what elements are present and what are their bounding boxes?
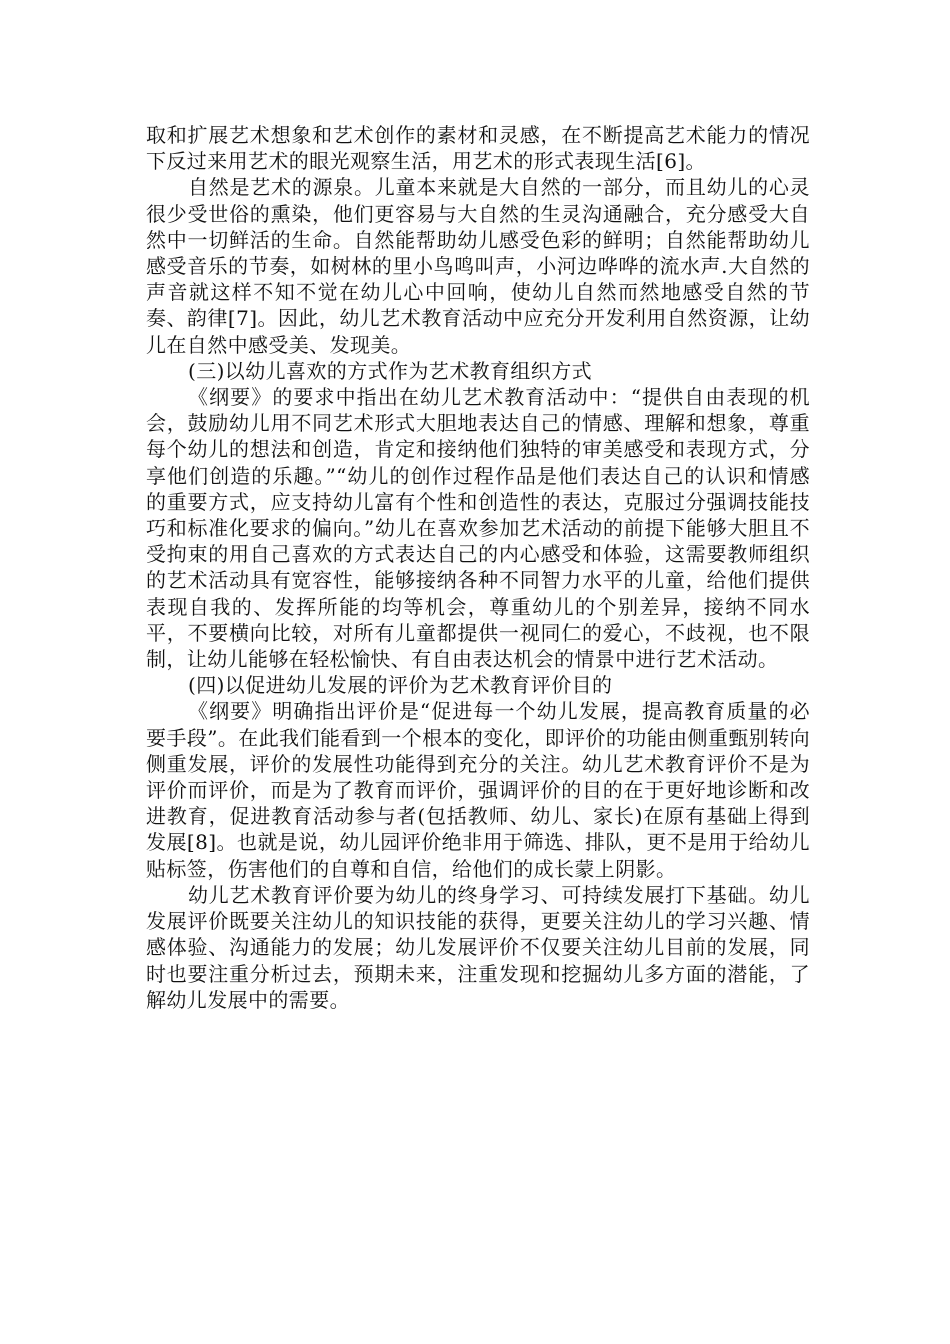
paragraph-guideline-requirements: 《纲要》的要求中指出在幼儿艺术教育活动中：“提供自由表现的机会，鼓励幼儿用不同艺术形式大胆地表达自己的情感、理解和想象，尊重每个幼儿的想法和创造，肯定和接纳他们独特的审美感受和表现方式，分享他们创造的乐趣。”“幼儿的创作过程作品是他们表达自己的认识和情感的重要方式，应支持幼儿富有个性和创造性的表达，克服过分强调技能技巧和标准化要求的偏向。”幼儿在喜欢参加艺术活动的前提下能够大胆且不受拘束的用自己喜欢的方式表达自己的内心感受和体验，这需要教师组织的艺术活动具有宽容性，能够接纳各种不同智力水平的儿童，给他们提供表现自我的、发挥所能的均等机会，尊重幼儿的个别差异，接纳不同水平，不要横向比较，对所有儿童都提供一视同仁的爱心，不歧视，也不限制，让幼儿能够在轻松愉快、有自由表达机会的情景中进行艺术活动。 (146, 385, 810, 672)
section-heading-4: (四)以促进幼儿发展的评价为艺术教育评价目的 (188, 673, 613, 698)
paragraph-evaluation-purpose: 《纲要》明确指出评价是“促进每一个幼儿发展，提高教育质量的必要手段”。在此我们能看到一个根本的变化，即评价的功能由侧重甄别转向侧重发展，评价的发展性功能得到充分的关注。幼儿艺术教育评价不是为评价而评价，而是为了教育而评价，强调评价的目的在于更好地诊断和改进教育，促进教育活动参与者(包括教师、幼儿、家长)在原有基础上得到发展[8]。也就是说，幼儿园评价绝非用于筛选、排队，更不是用于给幼儿贴标签，伤害他们的自尊和自信，给他们的成长蒙上阴影。 (146, 699, 810, 881)
continuation-paragraph: 取和扩展艺术想象和艺术创作的素材和灵感，在不断提高艺术能力的情况下反过来用艺术的眼光观察生活，用艺术的形式表现生活[6]。 (146, 123, 810, 174)
document-body (146, 122, 810, 1013)
paragraph-nature-art-source: 自然是艺术的源泉。儿童本来就是大自然的一部分，而且幼儿的心灵很少受世俗的熏染，他们更容易与大自然的生灵沟通融合，充分感受大自然中一切鲜活的生命。自然能帮助幼儿感受色彩的鲜明；自然能帮助幼儿感受音乐的节奏，如树林的里小鸟鸣叫声，小河边哗哗的流水声.大自然的声音就这样不知不觉在幼儿心中回响，使幼儿自然而然地感受自然的节奏、韵律[7]。因此，幼儿艺术教育活动中应充分开发利用自然资源，让幼儿在自然中感受美、发现美。 (146, 175, 810, 357)
paragraph-lifelong-learning: 幼儿艺术教育评价要为幼儿的终身学习、可持续发展打下基础。幼儿发展评价既要关注幼儿的知识技能的获得，更要关注幼儿的学习兴趣、情感体验、沟通能力的发展；幼儿发展评价不仅要关注幼儿目前的发展，同时也要注重分析过去，预期未来，注重发现和挖掘幼儿多方面的潜能，了解幼儿发展中的需要。 (146, 882, 810, 1012)
section-heading-3: (三)以幼儿喜欢的方式作为艺术教育组织方式 (188, 358, 593, 383)
